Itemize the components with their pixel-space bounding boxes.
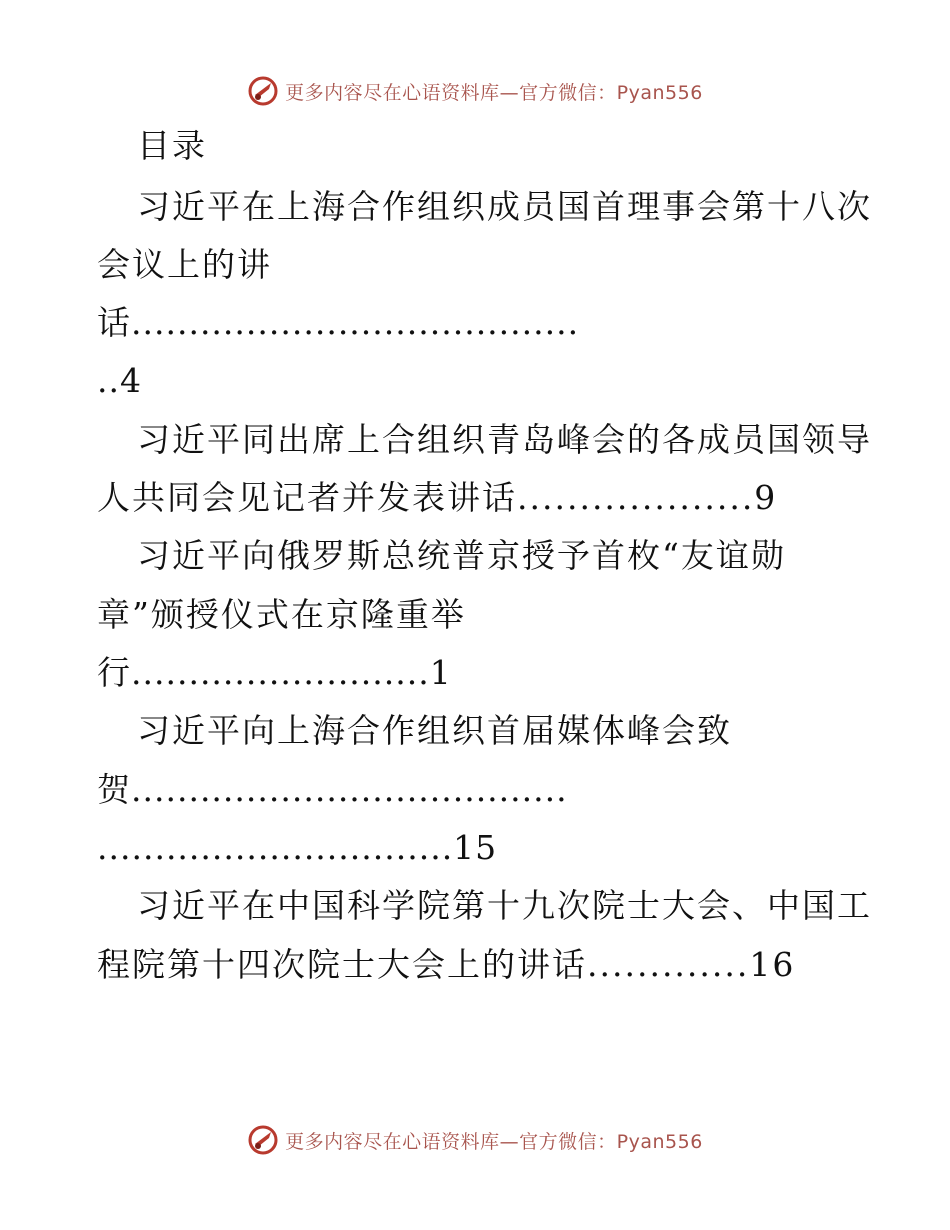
toc-entry-5-line-1[interactable]: 习近平在中国科学院第十九次院士大会、中国工 [137,886,872,925]
toc-entry-3-line-2[interactable]: 章”颁授仪式在京隆重举 [97,595,466,634]
toc-entry-4-line-3[interactable]: ...............................15 [97,828,498,867]
toc-entry-1-line-3[interactable]: 话....................................... [97,303,580,342]
logo-icon [247,75,279,107]
toc-entry-1-line-1[interactable]: 习近平在上海合作组织成员国首理事会第十八次 [137,187,872,226]
toc-entry-2-line-1[interactable]: 习近平同出席上合组织青岛峰会的各成员国领导 [137,420,872,459]
toc-entry-4-line-1[interactable]: 习近平向上海合作组织首届媒体峰会致 [137,711,732,750]
toc-entry-3-line-1[interactable]: 习近平向俄罗斯总统普京授予首枚“友谊勋 [137,536,786,575]
banner-text: 更多内容尽在心语资料库—官方微信：Pyan556 [285,1130,703,1153]
toc-title: 目录 [137,126,207,165]
banner-text: 更多内容尽在心语资料库—官方微信：Pyan556 [285,81,703,104]
toc-entry-1-line-4[interactable]: ..4 [97,361,142,400]
header-banner [0,71,950,111]
footer-banner [0,1120,950,1160]
toc-entry-4-line-2[interactable]: 贺...................................... [97,770,568,809]
toc-entry-5-line-2[interactable]: 程院第十四次院士大会上的讲话.............16 [97,945,796,984]
logo-icon [247,1124,279,1156]
toc-entry-1-line-2[interactable]: 会议上的讲 [97,245,272,284]
toc-entry-2-line-2[interactable]: 人共同会见记者并发表讲话...................9 [97,478,778,517]
toc-entry-3-line-3[interactable]: 行..........................1 [97,653,452,692]
